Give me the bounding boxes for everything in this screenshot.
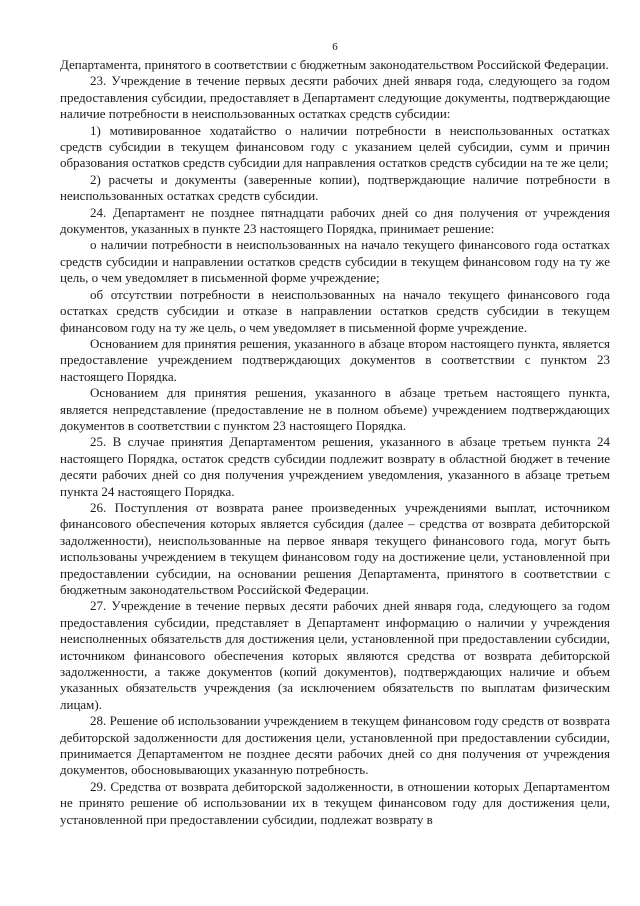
paragraph: Основанием для принятия решения, указанного в абзаце втором настоящего пункта, является предоставление учреждением подтверждающих документов в соответствии с пунктом 23 настоящего Порядка. <box>60 335 610 384</box>
page-number: 6 <box>332 41 338 53</box>
paragraph: 29. Средства от возврата дебиторской задолженности, в отношении которых Департаментом не принято решение об использовании их в текущем финансовом году для достижения цели, установленной при предоставлении субсидии, подлежат возврату в <box>60 778 610 827</box>
paragraph: об отсутствии потребности в неиспользованных на начало текущего финансового года остатках средств субсидии и отказе в направлении остатков средств субсидии в текущем финансовом году на ту же цель, о чем уведомляет в письменной форме учреждение. <box>60 286 610 335</box>
paragraph: 26. Поступления от возврата ранее произведенных учреждениями выплат, источником финансового обеспечения которых является субсидия (далее – средства от возврата дебиторской задолженности), неиспользованные на первое января текущего финансового года, могут быть использованы учреждением в текущем финансовом году на достижение цели, установленной при предоставлении субсидии, на основании решения Департамента, принятого в соответствии с бюджетным законодательством Российской Федерации. <box>60 499 610 597</box>
paragraph: Департамента, принятого в соответствии с бюджетным законодательством Российской Федерации. <box>60 57 609 72</box>
paragraph: о наличии потребности в неиспользованных на начало текущего финансового года остатках средств субсидии и направлении остатков средств субсидии в текущем финансовом году на ту же цель, о чем уведомляет в письменной форме учреждение; <box>60 237 610 286</box>
document-page <box>60 40 610 828</box>
paragraph: 24. Департамент не позднее пятнадцати рабочих дней со дня получения от учреждения документов, указанных в пункте 23 настоящего Порядка, принимает решение: <box>60 204 610 237</box>
paragraph: 1) мотивированное ходатайство о наличии потребности в неиспользованных остатках средств субсидии в текущем финансовом году с указанием целей субсидии, сумм и причин образования остатков средств субсидии для направления остатков средств субсидии на те же цели; <box>60 122 610 171</box>
document-body <box>60 57 610 828</box>
paragraph: 25. В случае принятия Департаментом решения, указанного в абзаце третьем пункта 24 настоящего Порядка, остаток средств субсидии подлежит возврату в областной бюджет в течение десяти рабочих дней со дня получения учреждением уведомления, указанного в абзаце третьем пункта 24 настоящего Порядка. <box>60 434 610 499</box>
paragraph: Основанием для принятия решения, указанного в абзаце третьем настоящего пункта, является непредставление (предоставление не в полном объеме) учреждением подтверждающих документов в соответствии с пунктом 23 настоящего Порядка. <box>60 385 610 433</box>
paragraph: 28. Решение об использовании учреждением в текущем финансовом году средств от возврата дебиторской задолженности для достижения цели, установленной при предоставлении субсидии, принимается Департаментом не позднее десяти рабочих дней со дня получения от учреждения документов, обосновывающих указанную потребность. <box>60 713 610 778</box>
paragraph: 27. Учреждение в течение первых десяти рабочих дней января года, следующего за годом предоставления субсидии, представляет в Департамент информацию о наличии у учреждения неисполненных обязательств для достижения цели, установленной при предоставлении субсидии, источником финансового обеспечения которых являются средства от возврата дебиторской задолженности, а также документов (копий документов), подтверждающих наличие и объем указанных обязательств учреждения (за исключением обязательств по выплатам физическим лицам). <box>60 598 610 712</box>
paragraph: 2) расчеты и документы (заверенные копии), подтверждающие наличие потребности в неиспользованных остатках средств субсидии. <box>60 171 610 204</box>
paragraph: 23. Учреждение в течение первых десяти рабочих дней января года, следующего за годом предоставления субсидии, предоставляет в Департамент следующие документы, подтверждающие наличие потребности в неиспользованных остатках средств субсидии: <box>60 73 610 122</box>
